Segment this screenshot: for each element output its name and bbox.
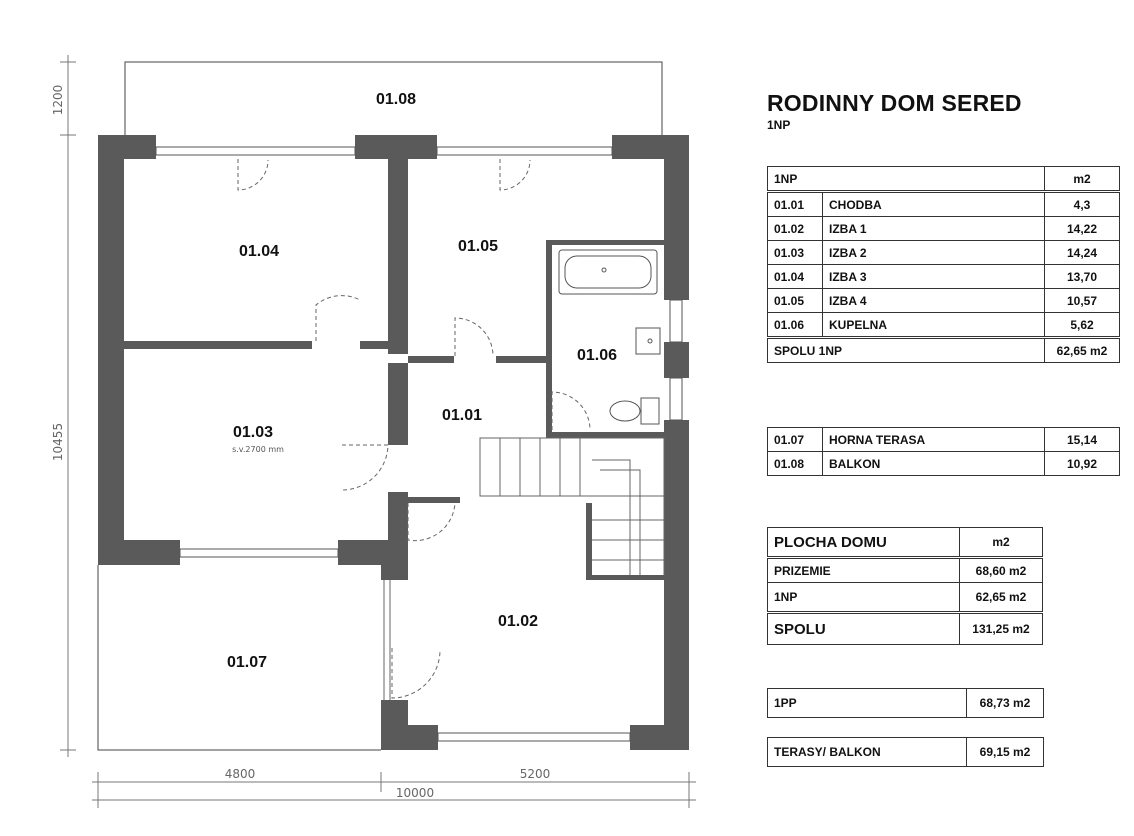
room-code: 01.05 (768, 289, 823, 313)
total-label: SPOLU 1NP (768, 338, 1045, 363)
room-label-01-04: 01.04 (238, 243, 280, 260)
basement-box (767, 688, 1044, 718)
dim-total-height: 10455 (51, 422, 65, 462)
room-area: 4,3 (1045, 192, 1120, 217)
table-row (768, 241, 1120, 265)
basement-label: 1PP (768, 689, 967, 717)
room-area: 13,70 (1045, 265, 1120, 289)
dim-right-width: 5200 (519, 767, 551, 781)
room-name: IZBA 4 (823, 289, 1045, 313)
table-header-label: 1NP (768, 167, 1045, 192)
room-name: BALKON (823, 452, 1045, 476)
room-label-01-02: 01.02 (497, 613, 539, 630)
room-area: 5,62 (1045, 313, 1120, 338)
table-row (768, 583, 1043, 613)
room-name: IZBA 1 (823, 217, 1045, 241)
room-name: KUPELNA (823, 313, 1045, 338)
table-total-row (768, 613, 1043, 645)
project-title: RODINNY DOM SERED (767, 90, 1022, 116)
table-row (768, 289, 1120, 313)
area-header-label: PLOCHA DOMU (768, 528, 960, 558)
table-total-row (768, 338, 1120, 363)
area-header-unit: m2 (960, 528, 1043, 558)
room-label-01-01: 01.01 (441, 407, 483, 424)
room-area: 14,24 (1045, 241, 1120, 265)
windows (156, 147, 682, 741)
room-area: 14,22 (1045, 217, 1120, 241)
terraces-label: TERASY/ BALKON (768, 738, 967, 766)
room-name: CHODBA (823, 192, 1045, 217)
room-name: IZBA 2 (823, 241, 1045, 265)
room-name: HORNA TERASA (823, 428, 1045, 452)
area-total-value: 131,25 m2 (960, 613, 1043, 645)
total-area: 62,65 m2 (1045, 338, 1120, 363)
room-area: 15,14 (1045, 428, 1120, 452)
ceiling-height-note: s.v.2700 mm (232, 445, 284, 454)
room-label-01-06: 01.06 (576, 347, 618, 364)
table-header-row (768, 528, 1043, 558)
table-row (768, 192, 1120, 217)
room-code: 01.03 (768, 241, 823, 265)
room-area: 10,57 (1045, 289, 1120, 313)
table-row (768, 558, 1043, 583)
bathroom-fixtures (559, 250, 660, 424)
dimension-lines (60, 55, 696, 808)
dim-left-width: 4800 (224, 767, 256, 781)
room-code: 01.02 (768, 217, 823, 241)
room-name: IZBA 3 (823, 265, 1045, 289)
house-area-table (767, 527, 1043, 645)
room-code: 01.06 (768, 313, 823, 338)
room-code: 01.07 (768, 428, 823, 452)
staircase (480, 438, 664, 575)
table-row (768, 452, 1120, 476)
area-value: 62,65 m2 (960, 583, 1043, 613)
table-header-unit: m2 (1045, 167, 1120, 192)
area-total-label: SPOLU (768, 613, 960, 645)
terraces-value: 69,15 m2 (979, 745, 1031, 759)
outdoor-table (767, 427, 1120, 476)
dim-top-terrace: 1200 (51, 84, 65, 116)
floor-subtitle: 1NP (767, 118, 791, 132)
area-label: PRIZEMIE (768, 558, 960, 583)
area-value: 68,60 m2 (960, 558, 1043, 583)
room-label-01-05: 01.05 (457, 238, 499, 255)
table-row (768, 217, 1120, 241)
room-code: 01.04 (768, 265, 823, 289)
room-label-01-08: 01.08 (375, 91, 417, 108)
table-row (768, 265, 1120, 289)
room-label-01-03: 01.03 (232, 424, 274, 441)
rooms-table (767, 166, 1120, 363)
room-code: 01.01 (768, 192, 823, 217)
interior-walls (124, 159, 664, 580)
room-area: 10,92 (1045, 452, 1120, 476)
terraces-box (767, 737, 1044, 767)
area-label: 1NP (768, 583, 960, 613)
room-label-01-07: 01.07 (226, 654, 268, 671)
table-row (768, 313, 1120, 338)
table-row (768, 428, 1120, 452)
room-code: 01.08 (768, 452, 823, 476)
basement-value: 68,73 m2 (979, 696, 1031, 710)
table-header-row (768, 167, 1120, 192)
dim-total-width: 10000 (395, 786, 435, 800)
